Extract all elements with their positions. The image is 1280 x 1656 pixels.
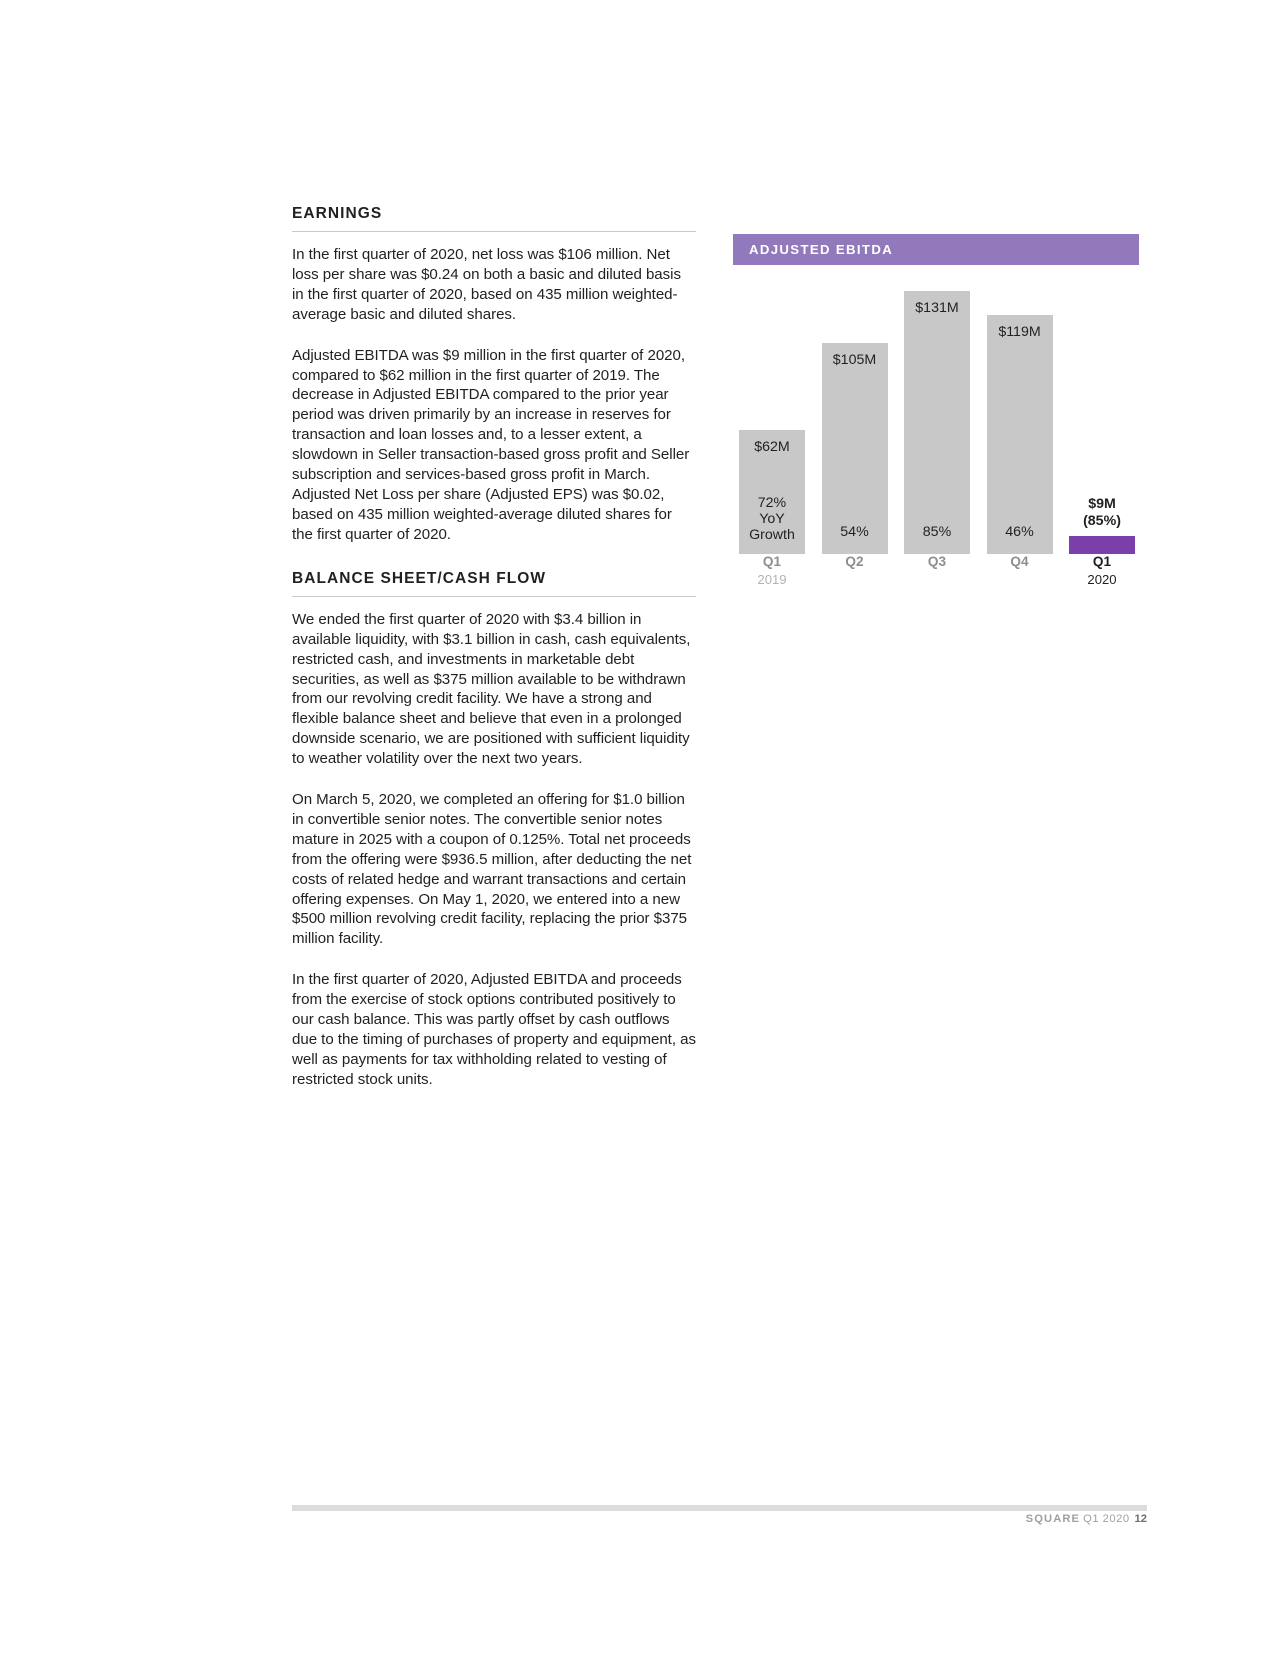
bar-column-q2-1 <box>822 343 888 554</box>
axis-label-q4-3 <box>987 554 1053 587</box>
bar-value-label: $131M <box>915 300 959 316</box>
axis-label-q1-4 <box>1069 554 1135 587</box>
axis-quarter-label: Q3 <box>927 554 947 569</box>
article-text-column <box>292 205 696 1090</box>
axis-year-label: 2020 <box>1087 571 1117 587</box>
axis-quarter-label: Q1 <box>1092 554 1112 569</box>
paragraph-earnings-1: In the first quarter of 2020, net loss was $106 million. Net loss per share was $0.24 on both a basic and diluted basis in the first quarter of 2020, based on 435 million weighted-average basic and diluted shares. <box>292 246 681 323</box>
bar-column-q1-4 <box>1069 495 1135 554</box>
bar-outside-label <box>1083 496 1121 536</box>
footer-period: Q1 2020 <box>1083 1513 1130 1525</box>
footer-brand: SQUARE <box>1025 1513 1081 1525</box>
axis-label-q2-1 <box>822 554 888 587</box>
axis-quarter-label: Q4 <box>1010 554 1029 569</box>
axis-label-q1-0 <box>739 554 805 587</box>
axis-quarter-label: Q2 <box>845 554 864 569</box>
bar <box>987 315 1053 554</box>
bar-value-label: $119M <box>998 324 1041 340</box>
bar-growth-label: 54% <box>840 524 869 541</box>
bar-growth-label: (85%) <box>1083 512 1121 529</box>
paragraph-balance-2: On March 5, 2020, we completed an offering for $1.0 billion in convertible senior notes. The convertible senior notes mature in 2025 with a coupon of 0.125%. Total net proceeds from the offering were $936.5 million, after deducting the net costs of related hedge and warrant transactions and certain offering expenses. On May 1, 2020, we entered into a new $500 million revolving credit facility, replacing the prior $375 million facility. <box>292 791 692 948</box>
bar-wrapper <box>1069 495 1135 554</box>
footer <box>1026 1513 1147 1525</box>
bar-highlighted <box>1069 536 1135 554</box>
chart-x-axis <box>733 554 1139 587</box>
section-rule <box>292 231 696 232</box>
bar-wrapper <box>822 343 888 554</box>
section-heading-earnings: EARNINGS <box>292 205 383 222</box>
bar-wrapper <box>739 430 805 554</box>
bar-value-label: $105M <box>832 352 877 368</box>
section-balance-sheet <box>292 570 696 1090</box>
bar-column-q3-2 <box>904 291 970 554</box>
chart-title-bar <box>733 234 1139 265</box>
bar-growth-label: 85% <box>922 524 952 541</box>
paragraph-balance-3: In the first quarter of 2020, Adjusted EBITDA and proceeds from the exercise of stock options contributed positively to our cash balance. This was partly offset by cash outflows due to the timing of purchases of property and equipment, as well as payments for tax withholding related to vesting of restricted stock units. <box>292 971 696 1088</box>
bar-value-label: $62M <box>754 439 790 455</box>
bar <box>822 343 888 554</box>
adjusted-ebitda-chart <box>733 234 1139 587</box>
footer-page-number: 12 <box>1134 1513 1147 1525</box>
paragraph-balance-1: We ended the first quarter of 2020 with $3.4 billion in available liquidity, with $3.1 billion in cash, cash equivalents, restricted cash, and investments in marketable debt securities, as well as $375 million available to be withdrawn from our revolving credit facility. We have a strong and flexible balance sheet and believe that even in a prolonged downside scenario, we are positioned with sufficient liquidity to weather volatility over the next two years. <box>292 610 691 768</box>
paragraph-earnings-2: Adjusted EBITDA was $9 million in the first quarter of 2020, compared to $62 million in the first quarter of 2019. The decrease in Adjusted EBITDA compared to the prior year period was driven primarily by an increase in reserves for transaction and loan losses and, to a lesser extent, a slowdown in Seller transaction-based gross profit and Seller subscription and services-based gross profit in March. Adjusted Net Loss per share (Adjusted EPS) was $0.02, based on 435 million weighted-average diluted shares for the first quarter of 2020. <box>292 346 690 543</box>
axis-quarter-label: Q1 <box>762 554 782 569</box>
bar-growth-label: 46% <box>1005 524 1034 541</box>
bar-wrapper <box>904 291 970 554</box>
axis-year-label: 2019 <box>757 571 787 587</box>
chart-bars <box>733 291 1139 554</box>
section-spacer <box>292 545 696 570</box>
section-rule <box>292 596 696 597</box>
section-heading-balance-sheet: BALANCE SHEET/CASH FLOW <box>292 569 547 587</box>
bar <box>904 291 970 554</box>
section-earnings <box>292 205 696 545</box>
footer-divider <box>292 1505 1147 1511</box>
bar-wrapper <box>987 315 1053 554</box>
bar-column-q4-3 <box>987 315 1053 554</box>
axis-label-q3-2 <box>904 554 970 587</box>
chart-title: ADJUSTED EBITDA <box>749 242 894 257</box>
bar-growth-label: 72% YoY Growth <box>749 495 795 544</box>
bar <box>739 430 805 554</box>
chart-plot-area <box>733 291 1139 587</box>
bar-value-label: $9M <box>1088 495 1116 512</box>
bar-column-q1-0 <box>739 430 805 554</box>
